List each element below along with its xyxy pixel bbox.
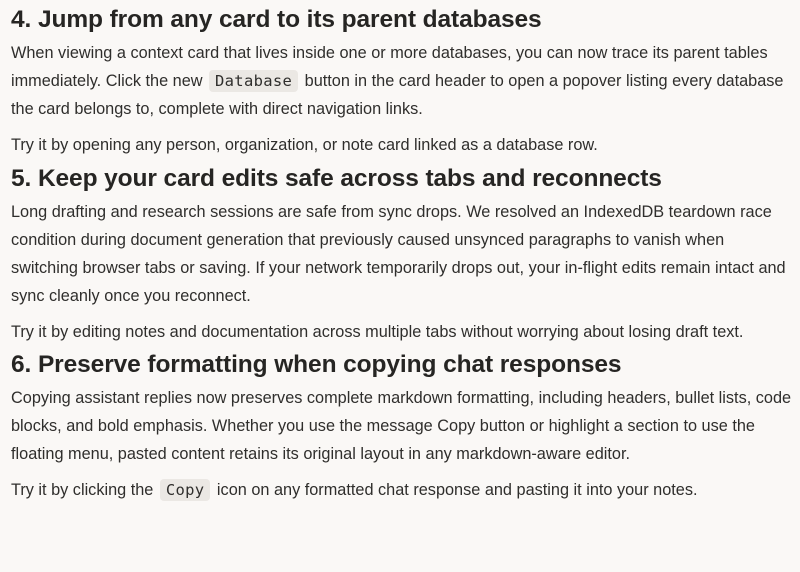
try-text: Try it by clicking the	[11, 481, 158, 499]
section-preserve-formatting	[11, 347, 794, 504]
inline-code-copy: Copy	[160, 479, 211, 501]
section-body: Long drafting and research sessions are safe from sync drops. We resolved an IndexedDB teardown race condition during document generation that previously caused unsynced paragraphs to vanish when switching browser tabs or saving. If your network temporarily drops out, your in-flight edits remain intact and sync cleanly once you reconnect.	[11, 203, 786, 305]
body-text: When viewing a context card that lives inside one or more databases, you can now trace its parent tables immediately. Click the new	[11, 44, 768, 90]
try-text: icon on any formatted chat response and pasting it into your notes.	[212, 481, 698, 499]
release-notes-document	[0, 2, 800, 504]
section-heading: 5. Keep your card edits safe across tabs and reconnects	[11, 165, 662, 192]
section-body: Copying assistant replies now preserves complete markdown formatting, including headers, bullet lists, code blocks, and bold emphasis. Whether you use the message Copy button or highlight a section to use the floating menu, pasted content retains its original layout in any markdown-aware editor.	[11, 389, 792, 463]
body-text: button in the card header to open a popover listing every database the card belongs to, complete with direct navigation links.	[11, 72, 784, 118]
section-try-it: Try it by editing notes and documentation across multiple tabs without worrying about losing draft text.	[11, 323, 744, 341]
inline-code-database: Database	[209, 70, 298, 92]
section-heading: 4. Jump from any card to its parent databases	[11, 6, 542, 33]
section-body	[11, 39, 794, 123]
section-safe-edits	[11, 161, 794, 346]
section-parent-databases	[11, 2, 794, 159]
section-try-it: Try it by opening any person, organization, or note card linked as a database row.	[11, 136, 598, 154]
section-try-it	[11, 476, 794, 504]
section-heading: 6. Preserve formatting when copying chat responses	[11, 351, 622, 378]
